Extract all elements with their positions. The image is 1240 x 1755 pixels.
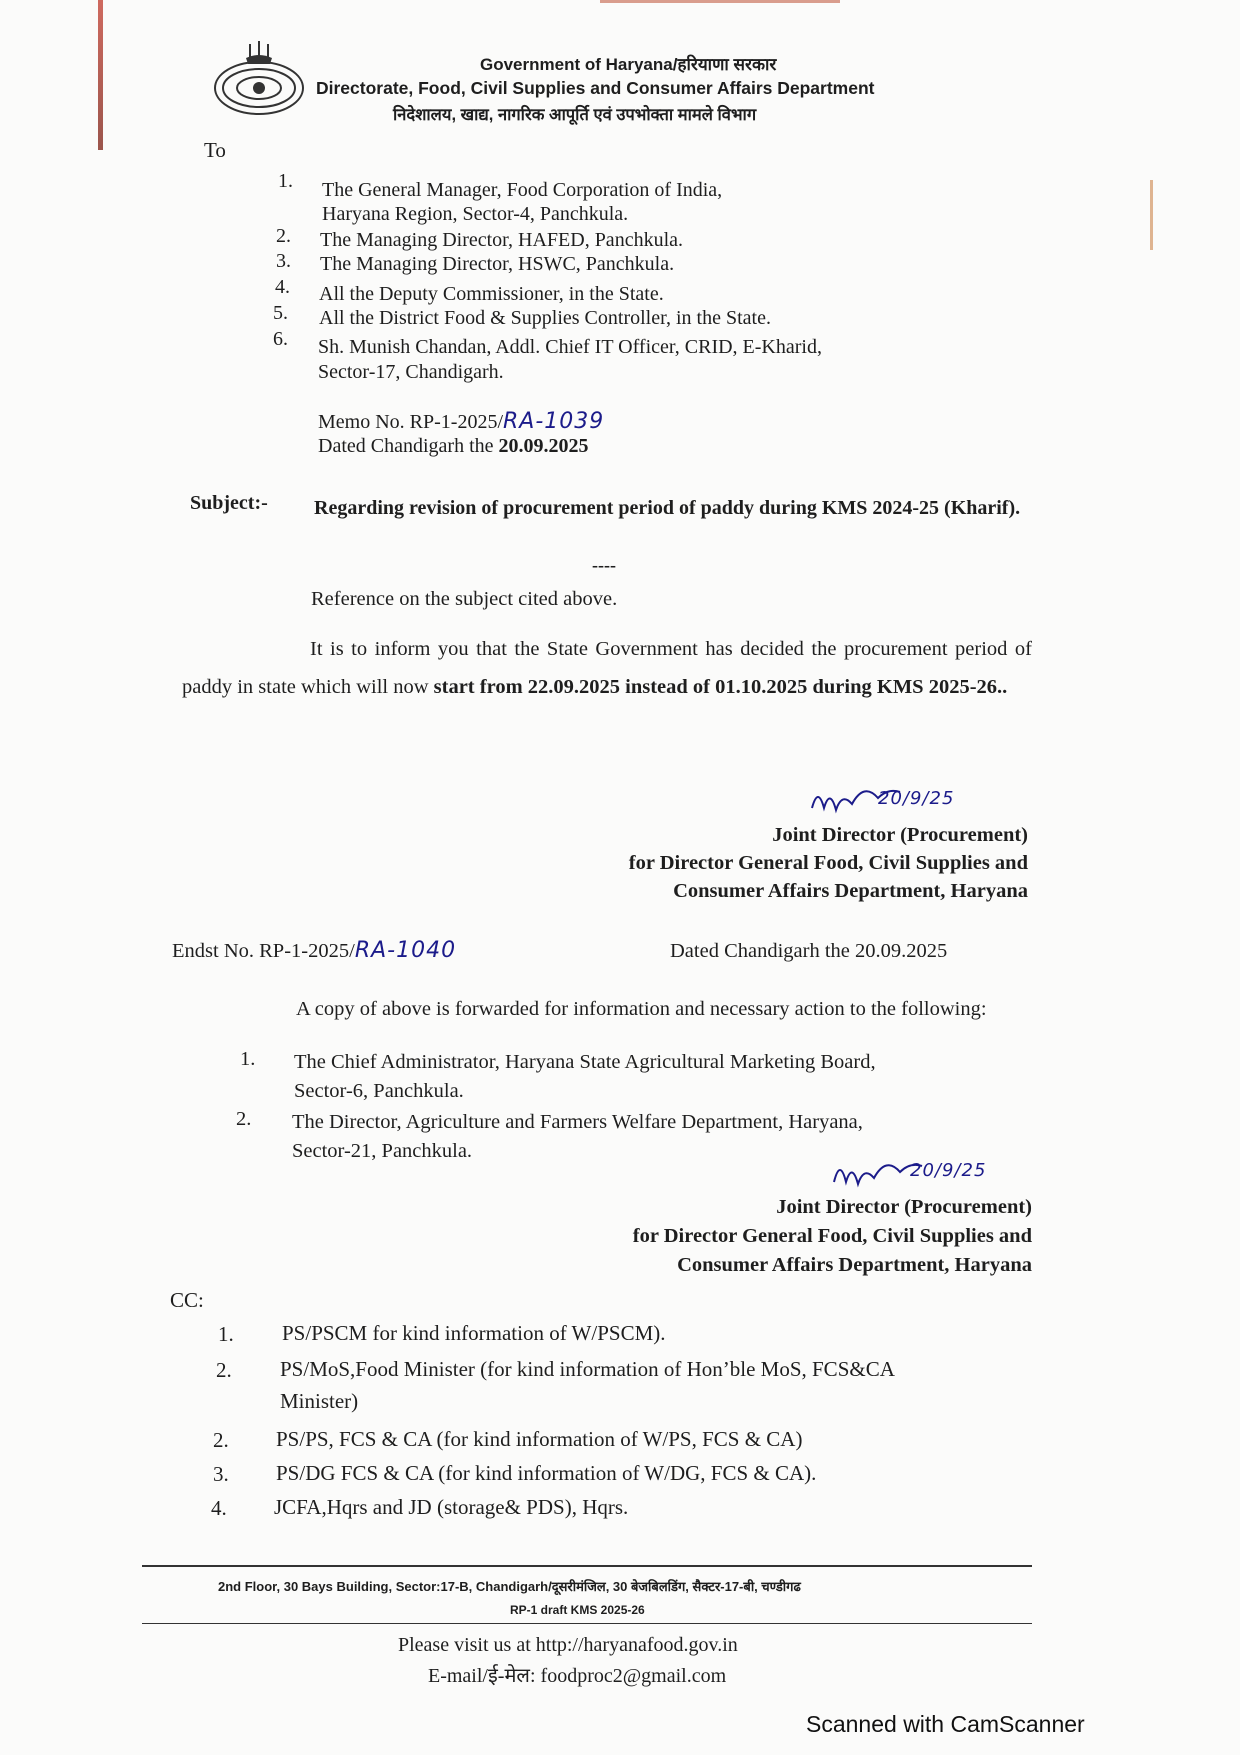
cc-label: CC: (170, 1288, 204, 1312)
list-text: Sh. Munish Chandan, Addl. Chief IT Officer, CRID, E-Kharid, (318, 336, 822, 358)
list-number: 2. (276, 225, 291, 247)
list-text: PS/MoS,Food Minister (for kind information of Hon’ble MoS, FCS&CA (280, 1357, 895, 1381)
list-text: PS/DG FCS & CA (for kind information of W/DG, FCS & CA). (276, 1461, 817, 1485)
signatory-for: for Director General Food, Civil Supplies and (632, 1225, 1032, 1247)
subject-label: Subject:- (190, 492, 268, 514)
list-text: All the District Food & Supplies Controller, in the State. (319, 307, 771, 329)
list-text: Sector-17, Chandigarh. (318, 361, 504, 383)
haryana-emblem-icon (210, 38, 308, 120)
list-text: JCFA,Hqrs and JD (storage& PDS), Hqrs. (274, 1495, 629, 1519)
subject-text: Regarding revision of procurement period of paddy during KMS 2024-25 (Kharif). (314, 497, 1021, 519)
signatory-title: Joint Director (Procurement) (776, 1196, 1032, 1218)
footer-email: E-mail/ई-मेल: foodproc2@gmail.com (428, 1665, 727, 1687)
list-number: 4. (275, 276, 290, 298)
list-text: The Managing Director, HAFED, Panchkula. (320, 229, 683, 251)
memo-dated-label: Dated Chandigarh the (318, 435, 499, 457)
header-directorate-hindi: निदेशालय, खाद्य, नागरिक आपूर्ति एवं उपभोक्ता मामले विभाग (393, 106, 757, 124)
header-government: Government of Haryana/हरियाणा सरकार (480, 55, 777, 74)
list-number: 2. (213, 1428, 229, 1452)
scan-edge-artifact (1150, 180, 1153, 250)
list-text: Sector-21, Panchkula. (292, 1140, 473, 1162)
list-number: 3. (213, 1462, 229, 1486)
list-number: 4. (211, 1496, 227, 1520)
list-number: 1. (240, 1048, 256, 1070)
footer-address: 2nd Floor, 30 Bays Building, Sector:17-B, Chandigarh/दूसरीमंजिल, 30 बेजबिलडिंग, सैक्टर-17-बी, चण्डीगढ (218, 1579, 801, 1594)
memo-label: Memo No. RP-1-2025/ (318, 411, 503, 433)
list-number: 2. (216, 1358, 232, 1382)
signatory-for: for Director General Food, Civil Supplies and (628, 852, 1028, 874)
separator: ---- (592, 555, 616, 575)
list-text: All the Deputy Commissioner, in the State. (319, 283, 664, 305)
body-text: It is to inform you that the State Government has decided the procurement period of paddy in state which will now (182, 638, 1032, 698)
list-number: 6. (273, 328, 288, 350)
list-text: PS/PS, FCS & CA (for kind information of W/PS, FCS & CA) (276, 1427, 803, 1451)
memo-date: 20.09.2025 (498, 435, 589, 457)
list-number: 1. (218, 1322, 234, 1346)
footer-divider (142, 1565, 1032, 1567)
handwritten-memo-number: RA-1039 (503, 409, 605, 434)
signature-date: 20/9/25 (878, 788, 955, 809)
signatory-department: Consumer Affairs Department, Haryana (677, 1254, 1032, 1276)
list-text: The Managing Director, HSWC, Panchkula. (320, 253, 675, 275)
list-text: Minister) (280, 1389, 359, 1413)
to-label: To (204, 138, 226, 162)
signatory-department: Consumer Affairs Department, Haryana (673, 880, 1028, 902)
list-text: PS/PSCM for kind information of W/PSCM). (282, 1321, 666, 1345)
scan-edge-artifact (600, 0, 840, 3)
copy-text: A copy of above is forwarded for information and necessary action to the following: (296, 998, 987, 1020)
body-bold-text: start from 22.09.2025 instead of 01.10.2025 during KMS 2025-26.. (433, 676, 1008, 698)
memo-block (318, 410, 604, 458)
reference-line: Reference on the subject cited above. (311, 588, 618, 610)
signatory-title: Joint Director (Procurement) (772, 824, 1028, 846)
list-text: Sector-6, Panchkula. (294, 1080, 464, 1102)
signature-date: 20/9/25 (910, 1160, 987, 1181)
list-number: 5. (273, 302, 288, 324)
list-number: 2. (236, 1108, 252, 1130)
camscanner-watermark: Scanned with CamScanner (806, 1711, 1085, 1737)
footer-website: Please visit us at http://haryanafood.gov.in (398, 1634, 738, 1656)
list-number: 3. (276, 250, 291, 272)
handwritten-endorsement-number: RA-1040 (354, 938, 457, 963)
body-paragraph (182, 630, 1032, 706)
footer-draft-ref: RP-1 draft KMS 2025-26 (510, 1603, 645, 1617)
list-text: The Chief Administrator, Haryana State Agricultural Marketing Board, (294, 1051, 876, 1073)
list-text: The Director, Agriculture and Farmers Welfare Department, Haryana, (292, 1111, 863, 1133)
footer-divider (142, 1623, 1032, 1624)
list-text: Haryana Region, Sector-4, Panchkula. (322, 203, 629, 225)
endorsement-date: Dated Chandigarh the 20.09.2025 (670, 940, 948, 962)
scan-edge-artifact (98, 0, 103, 150)
endorsement-label: Endst No. RP-1-2025/ (172, 940, 355, 962)
endorsement-number (172, 938, 456, 963)
list-text: The General Manager, Food Corporation of India, (322, 179, 723, 201)
header-directorate: Directorate, Food, Civil Supplies and Consumer Affairs Department (316, 78, 875, 98)
copy-paragraph (166, 994, 1032, 1024)
list-number: 1. (278, 170, 293, 192)
